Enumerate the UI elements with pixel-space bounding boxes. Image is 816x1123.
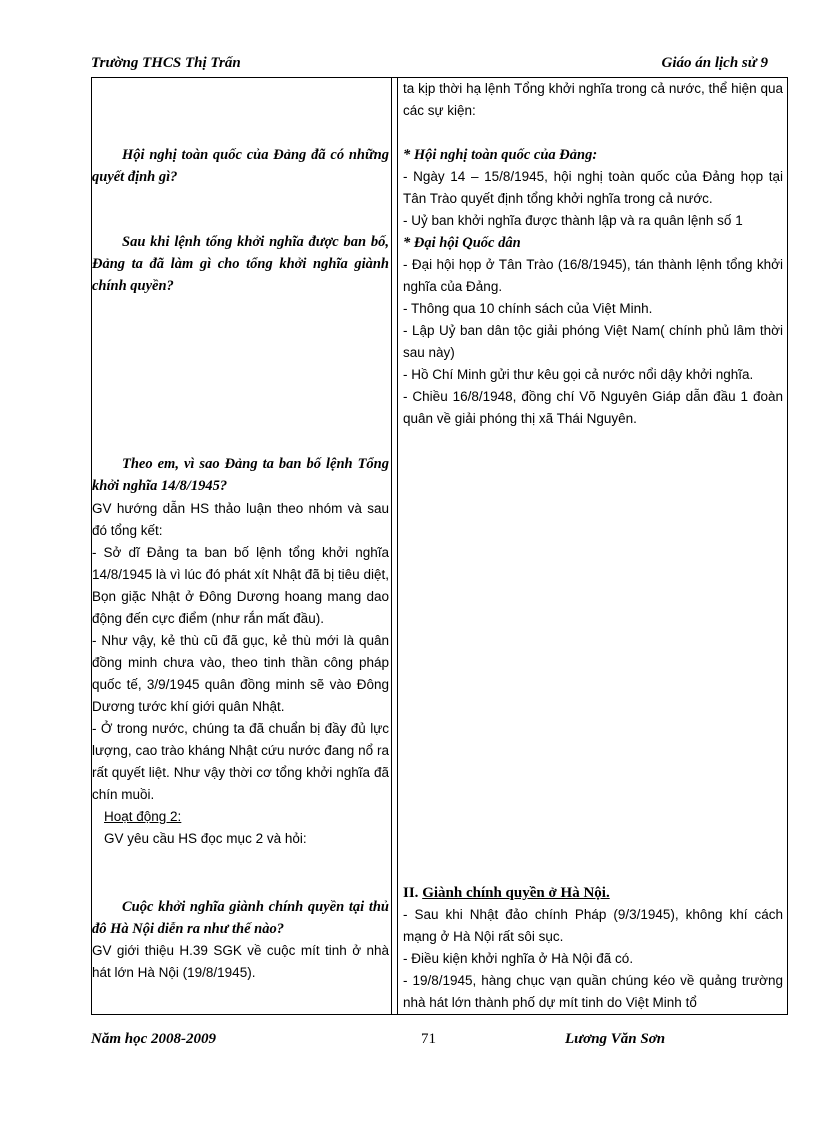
event-policies: - Thông qua 10 chính sách của Việt Minh. [403,301,653,316]
section-hanoi [403,882,783,1014]
activity-heading: Hoạt động 2: [104,809,182,824]
event-conference: - Ngày 14 – 15/8/1945, hội nghị toàn quốc của Đảng họp tại Tân Trào quyết định tổng khởi nghĩa trong cả nước. [403,169,783,206]
event-letter: - Hồ Chí Minh gửi thư kêu gọi cả nước nổi dậy khởi nghĩa. [403,367,754,382]
discussion-intro: GV hướng dẫn HS thảo luận theo nhóm và sau đó tổng kết: [92,501,389,538]
section-heading: II. Giành chính quyền ở Hà Nội. [403,885,610,901]
lesson-table [91,77,788,1015]
question-2: Sau khi lệnh tổng khởi nghĩa được ban bố, Đảng ta đã làm gì cho tổng khởi nghĩa giành chính quyền? [92,234,389,294]
page-footer [91,1031,788,1053]
activity-instruction: GV yêu cầu HS đọc mục 2 và hỏi: [104,831,307,846]
hanoi-point-3: - 19/8/1945, hàng chục vạn quần chúng kéo về quảng trường nhà hát lớn thành phố dự mít tinh do Việt Minh tổ [403,973,783,1010]
heading-party-conference: * Hội nghị toàn quốc của Đảng: [403,147,598,163]
subject-title: Giáo án lịch sử 9 [661,55,768,71]
page-number: 71 [421,1031,436,1047]
question-1: Hội nghị toàn quốc của Đảng đã có những quyết định gì? [92,147,389,185]
school-year: Năm học 2008-2009 [91,1031,216,1047]
right-events [403,144,783,430]
author-name: Lương Văn Sơn [565,1031,666,1047]
event-committee: - Uỷ ban khởi nghĩa được thành lập và ra quân lệnh số 1 [403,213,743,228]
school-name: Trường THCS Thị Trấn [91,55,241,71]
question-4: Cuộc khởi nghĩa giành chính quyền tại thủ đô Hà Nội diễn ra như thế nào? [92,899,389,937]
column-divider [391,78,392,1014]
event-liberation-committee: - Lập Uỷ ban dân tộc giải phóng Việt Nam( chính phủ lâm thời sau này) [403,323,783,360]
discussion-point-3: - Ở trong nước, chúng ta đã chuẩn bị đầy đủ lực lượng, cao trào kháng Nhật cứu nước đang nổ ra rất quyết liệt. Như vậy thời cơ tổng khởi nghĩa đã chín muồi. [92,721,389,802]
event-congress: - Đại hội họp ở Tân Trào (16/8/1945), tán thành lệnh tổng khởi nghĩa của Đảng. [403,257,783,294]
discussion-block [92,498,389,850]
right-intro: ta kịp thời hạ lệnh Tổng khởi nghĩa trong cả nước, thể hiện qua các sự kiện: [403,81,783,118]
page-header [91,53,788,75]
hanoi-point-1: - Sau khi Nhật đảo chính Pháp (9/3/1945), không khí cách mạng ở Hà Nội rất sôi sục. [403,907,783,944]
question-3: Theo em, vì sao Đảng ta ban bố lệnh Tổng khởi nghĩa 14/8/1945? [92,456,389,494]
column-divider-inner [397,78,398,1014]
discussion-point-2: - Như vậy, kẻ thù cũ đã gục, kẻ thù mới là quân đồng minh chưa vào, theo tinh thần công pháp quốc tế, 3/9/1945 quân đồng minh sẽ vào Đông Dương tước khí giới quân Nhật. [92,633,389,714]
discussion-point-1: - Sở dĩ Đảng ta ban bố lệnh tổng khởi nghĩa 14/8/1945 là vì lúc đó phát xít Nhật đã bị tiêu diệt, Bọn giặc Nhật ở Đông Dương hoang mang dao động đến cực điểm (như rắn mất đầu). [92,545,389,626]
heading-national-congress: * Đại hội Quốc dân [403,235,521,251]
hanoi-point-2: - Điều kiện khởi nghĩa ở Hà Nội đã có. [403,951,634,966]
event-thai-nguyen: - Chiều 16/8/1948, đồng chí Võ Nguyên Giáp dẫn đầu 1 đoàn quân về giải phóng thị xã Thái Nguyên. [403,389,783,426]
teacher-intro: GV giới thiệu H.39 SGK về cuộc mít tinh ở nhà hát lớn Hà Nội (19/8/1945). [92,943,389,980]
